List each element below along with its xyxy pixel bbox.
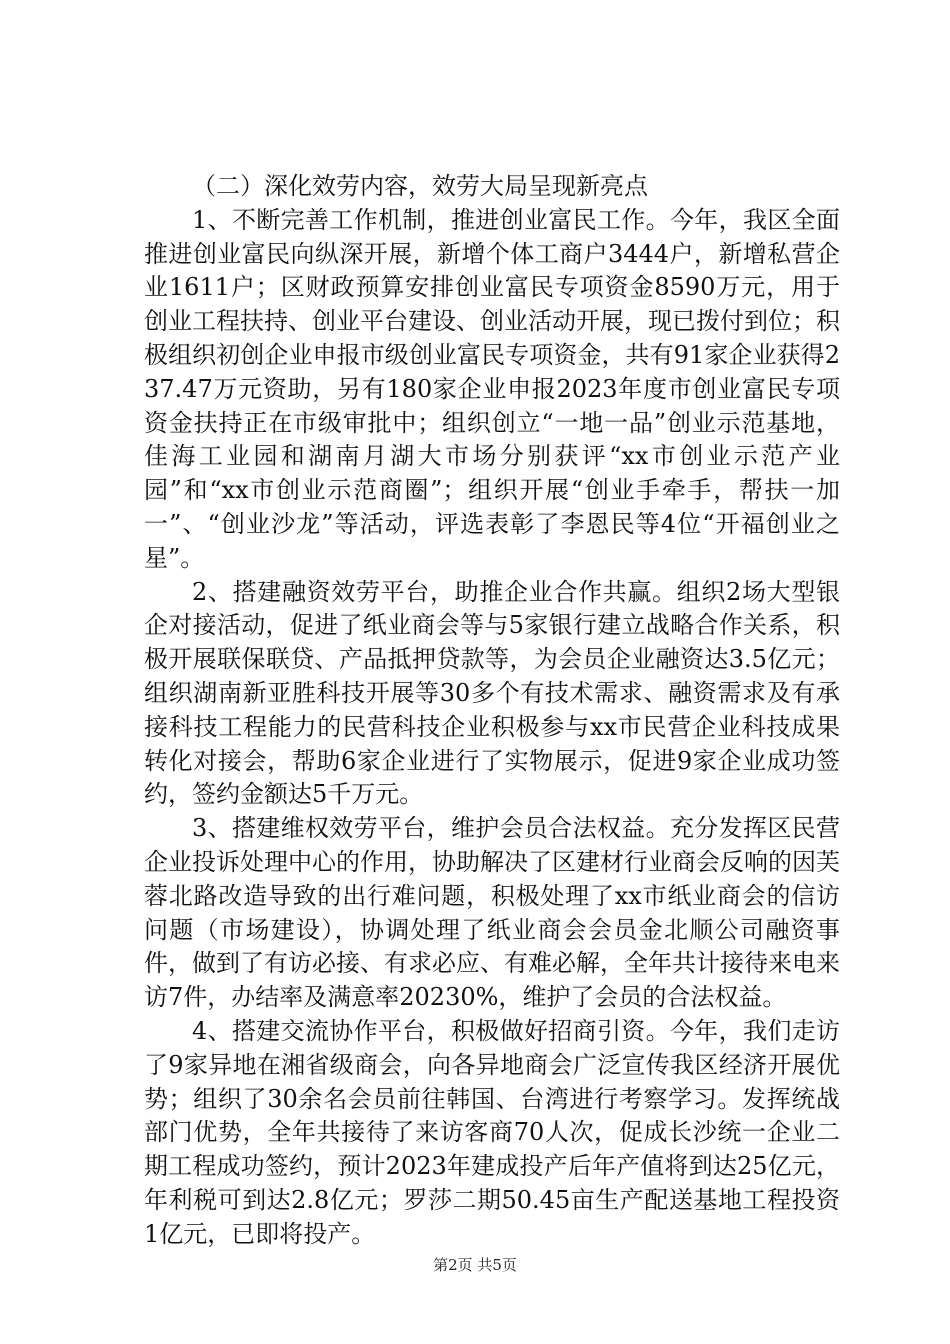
paragraph-investment: 4、搭建交流协作平台，积极做好招商引资。今年，我们走访了9家异地在湘省级商会，向各异地商会广泛宣传我区经济开展优势；组织了30余名会员前往韩国、台湾进行考察学习。发挥统战部门优势，全年共接待了来访客商70人次，促成长沙统一企业二期工程成功签约，预计2023年建成投产后年产值将到达25亿元，年利税可到达2.8亿元；罗莎二期50.45亩生产配送基地工程投资1亿元，已即将投产。 xyxy=(144,1016,840,1248)
paragraph-entrepreneurship: 1、不断完善工作机制，推进创业富民工作。今年，我区全面推进创业富民向纵深开展，新增个体工商户3444户，新增私营企业1611户；区财政预算安排创业富民专项资金8590万元，用于创业工程扶持、创业平台建设、创业活动开展，现已拨付到位；积极组织初创企业申报市级创业富民专项资金，共有91家企业获得237.47万元资助，另有180家企业申报2023年度市创业富民专项资金扶持正在市级审批中；组织创立“一地一品”创业示范基地，佳海工业园和湖南月湖大市场分别获评“xx市创业示范产业园”和“xx市创业示范商圈”；组织开展“创业手牵手，帮扶一加一”、“创业沙龙”等活动，评选表彰了李恩民等4位“开福创业之星”。 xyxy=(144,205,840,572)
document-body xyxy=(144,170,840,1252)
paragraph-financing: 2、搭建融资效劳平台，助推企业合作共赢。组织2场大型银企对接活动，促进了纸业商会等与5家银行建立战略合作关系，积极开展联保联贷、产品抵押贷款等，为会员企业融资达3.5亿元；组织湖南新亚胜科技开展等30多个有技术需求、融资需求及有承接科技工程能力的民营科技企业积极参与xx市民营企业科技成果转化对接会，帮助6家企业进行了实物展示，促进9家企业成功签约，签约金额达5千万元。 xyxy=(144,577,840,809)
section-heading: （二）深化效劳内容，效劳大局呈现新亮点 xyxy=(192,172,648,200)
paragraph-rights-protection: 3、搭建维权效劳平台，维护会员合法权益。充分发挥区民营企业投诉处理中心的作用，协助解决了区建材行业商会反响的因芙蓉北路改造导致的出行难问题，积极处理了xx市纸业商会的信访问题（市场建设），协调处理了纸业商会会员金北顺公司融资事件，做到了有访必接、有求必应、有难必解，全年共计接待来电来访7件，办结率及满意率20230%，维护了会员的合法权益。 xyxy=(144,814,840,1012)
page-number-footer: 第2页 共5页 xyxy=(433,1256,517,1274)
